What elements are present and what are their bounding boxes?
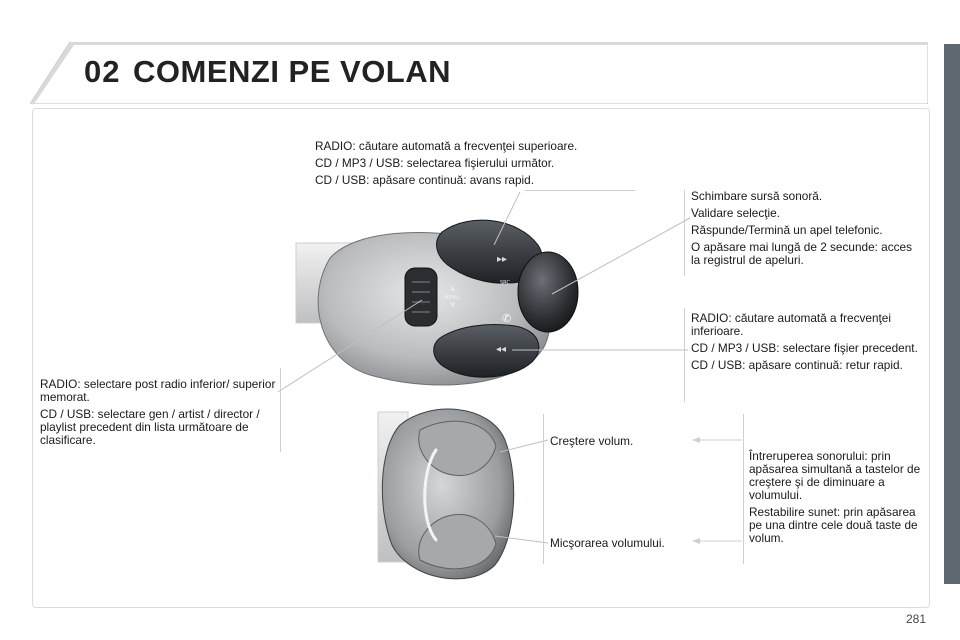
- volume-up-description: [550, 435, 700, 452]
- menu-up-arrow-icon: ▲: [450, 284, 456, 292]
- wheel-description: [40, 378, 276, 451]
- src-label: SRC: [500, 280, 510, 286]
- source-line: Schimbare sursă sonoră.: [691, 189, 823, 203]
- page-title: COMENZI PE VOLAN: [133, 54, 452, 89]
- wheel-line: CD / USB: selectare gen / artist / director / playlist precedent din lista următoare de clasificare.: [40, 407, 260, 447]
- mute-vrule: [743, 414, 744, 564]
- mute-line: Întreruperea sonorului: prin apăsarea simultană a tastelor de creştere şi de diminuare a volumului.: [749, 449, 921, 502]
- source-line: Răspunde/Termină un apel telefonic.: [691, 223, 883, 237]
- seek-down-vrule: [684, 308, 685, 402]
- seek-down-button[interactable]: [434, 325, 539, 378]
- source-description: [691, 190, 921, 271]
- seek-up-line: CD / MP3 / USB: selectarea fişierului următor.: [315, 156, 555, 170]
- seek-down-line: CD / MP3 / USB: selectare fişier precedent.: [691, 341, 918, 355]
- volume-vrule: [543, 414, 544, 564]
- menu-label: MENU: [444, 295, 459, 301]
- seek-up-description: [315, 140, 645, 191]
- seek-up-line: RADIO: căutare automată a frecvenţei superioare.: [315, 139, 578, 153]
- seek-down-line: RADIO: căutare automată a frecvenţei inferioare.: [691, 311, 891, 338]
- chapter-number: 02: [84, 54, 121, 89]
- mute-description: [749, 450, 924, 549]
- seek-down-line: CD / USB: apăsare continuă: retur rapid.: [691, 358, 903, 372]
- mute-line: Restabilire sunet: prin apăsarea pe una dintre cele două taste de volum.: [749, 505, 918, 545]
- source-vrule: [684, 190, 685, 276]
- wheel-vrule: [280, 368, 281, 452]
- seek-down-icon: ◂◂: [496, 344, 507, 355]
- seek-up-rule: [525, 190, 635, 191]
- seek-up-icon: ▸▸: [497, 254, 508, 265]
- source-knob[interactable]: [518, 252, 578, 332]
- volume-down-label: Micşorarea volumului.: [550, 536, 665, 550]
- volume-down-description: [550, 537, 700, 554]
- seek-down-description: [691, 312, 927, 376]
- source-line: O apăsare mai lungă de 2 secunde: acces la registrul de apeluri.: [691, 240, 913, 267]
- volume-up-label: Creştere volum.: [550, 434, 634, 448]
- source-line: Validare selecţie.: [691, 206, 780, 220]
- page-number: 281: [906, 612, 927, 626]
- scroll-thumbwheel[interactable]: [405, 268, 437, 326]
- wheel-line: RADIO: selectare post radio inferior/ superior memorat.: [40, 377, 276, 404]
- seek-up-line: CD / USB: apăsare continuă: avans rapid.: [315, 173, 535, 187]
- menu-down-arrow-icon: ▼: [450, 301, 456, 309]
- phone-icon: ✆: [502, 312, 512, 325]
